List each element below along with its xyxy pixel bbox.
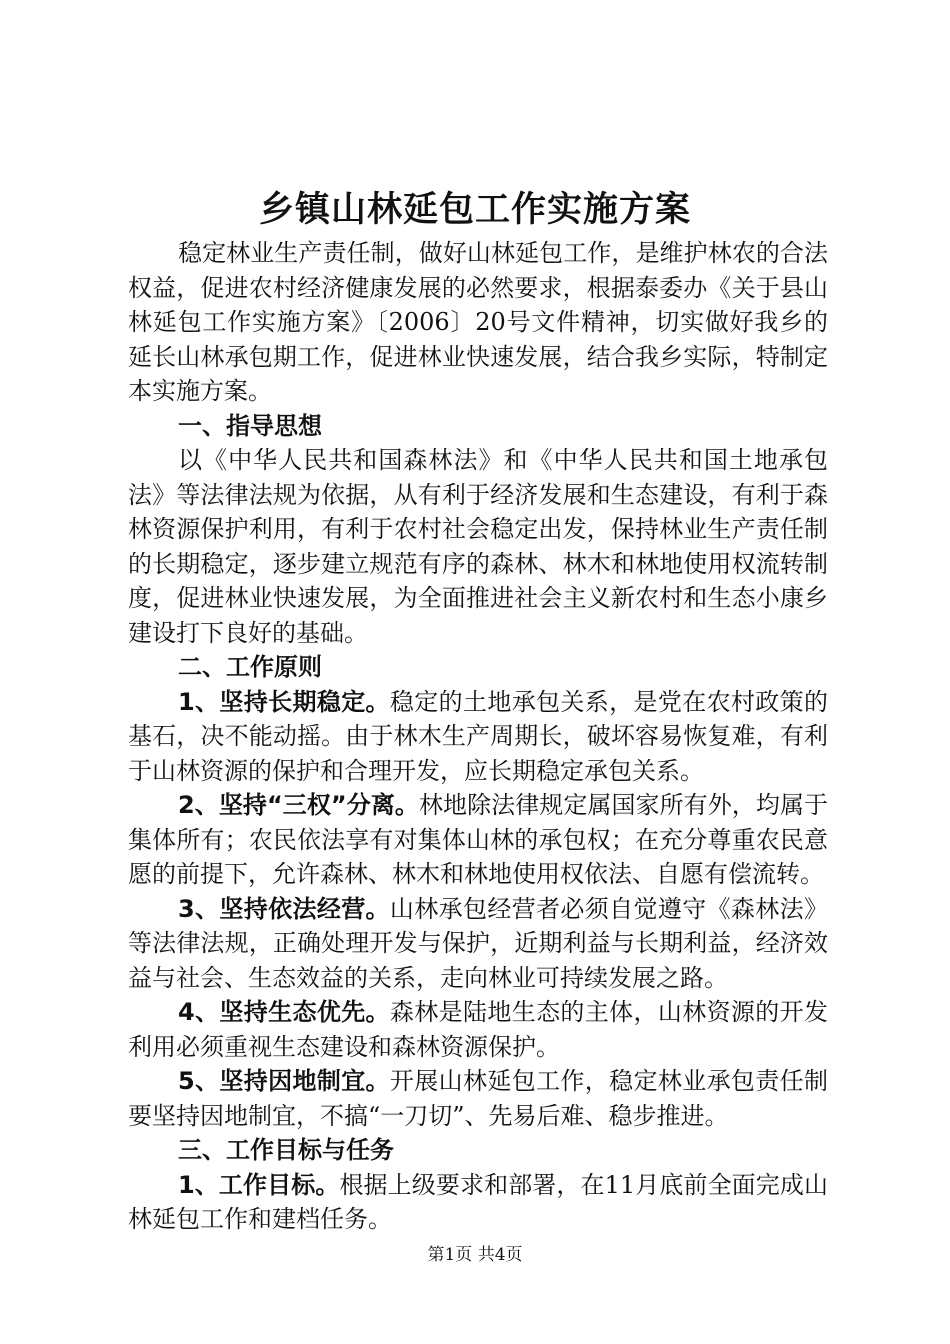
guiding-thought-paragraph: 以《中华人民共和国森林法》和《中华人民共和国土地承包法》等法律法规为依据，从有利于经济发展和生态建设，有利于森林资源保护利用，有利于农村社会稳定出发，保持林业生产责任制的长期稳定，逐步建立规范有序的森林、林木和林地使用权流转制度，促进林业快速发展，为全面推进社会主义新农村和生态小康乡建设打下良好的基础。 bbox=[128, 446, 828, 647]
principle-text: 森林是陆地生态的主体，山林资源的开发利用必须重视生态建设和森林资源保护。 bbox=[128, 998, 828, 1061]
principle-lead: 1、坚持长期稳定。 bbox=[178, 687, 390, 716]
principle-lead: 2、坚持“三权”分离。 bbox=[178, 791, 419, 819]
section-heading-work-principles: 二、工作原则 bbox=[178, 653, 322, 681]
principle-text: 稳定的土地承包关系，是党在农村政策的基石，决不能动摇。由于林木生产周期长，破坏容易恢复难，有利于山林资源的保护和合理开发，应长期稳定承包关系。 bbox=[128, 687, 828, 785]
principle-lead: 3、坚持依法经营。 bbox=[178, 894, 390, 923]
principle-lead: 4、坚持生态优先。 bbox=[178, 998, 390, 1026]
principle-text: 山林承包经营者必须自觉遵守《森林法》等法律法规，正确处理开发与保护，近期利益与长期利益，经济效益与社会、生态效益的关系，走向林业可持续发展之路。 bbox=[128, 894, 828, 992]
page-footer: 第1页 共4页 bbox=[427, 1245, 523, 1265]
goal-lead: 1、工作目标。 bbox=[178, 1170, 340, 1199]
principle-item bbox=[128, 788, 828, 892]
principle-lead: 5、坚持因地制宜。 bbox=[178, 1067, 390, 1095]
section-heading-goals-tasks: 三、工作目标与任务 bbox=[178, 1136, 394, 1164]
section-heading-guiding-thought: 一、指导思想 bbox=[178, 411, 322, 440]
goal-item bbox=[128, 1168, 828, 1237]
document-title: 乡镇山林延包工作实施方案 bbox=[258, 190, 691, 230]
principle-item bbox=[128, 892, 828, 996]
principle-item bbox=[128, 995, 828, 1064]
principle-text: 林地除法律规定属国家所有外，均属于集体所有；农民依法享有对集体山林的承包权；在充分尊重农民意愿的前提下，允许森林、林木和林地使用权依法、自愿有偿流转。 bbox=[128, 791, 829, 888]
principle-text: 开展山林延包工作，稳定林业承包责任制要坚持因地制宜，不搞“一刀切”、先易后难、稳步推进。 bbox=[128, 1067, 828, 1130]
principle-item bbox=[128, 1064, 828, 1133]
principle-item bbox=[128, 685, 828, 789]
goal-text: 根据上级要求和部署，在11月底前全面完成山林延包工作和建档任务。 bbox=[128, 1170, 829, 1233]
document-body bbox=[128, 236, 828, 1237]
intro-paragraph: 稳定林业生产责任制，做好山林延包工作，是维护林农的合法权益，促进农村经济健康发展的必然要求，根据泰委办《关于县山林延包工作实施方案》〔2006〕20号文件精神，切实做好我乡的延长山林承包期工作，促进林业快速发展，结合我乡实际，特制定本实施方案。 bbox=[128, 239, 828, 405]
